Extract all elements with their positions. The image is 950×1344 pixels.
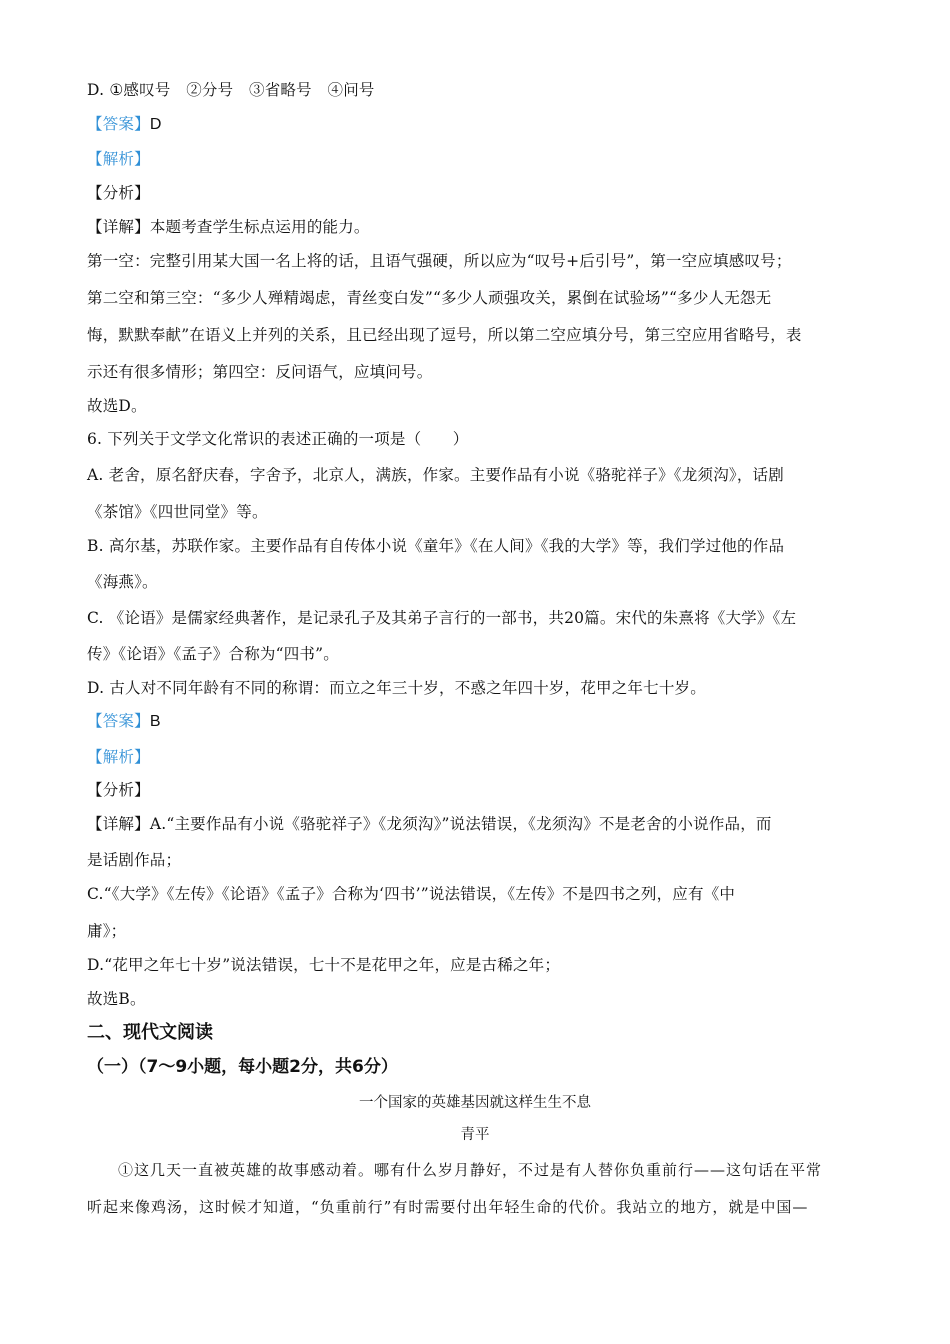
q5-option-d: D. ①感叹号 ②分号 ③省略号 ④问号 bbox=[87, 81, 375, 99]
answer-value: D bbox=[149, 116, 162, 133]
q6-option-line: B. 高尔基，苏联作家。主要作品有自传体小说《童年》《在人间》《我的大学》等，我们学过他的作品 bbox=[87, 537, 785, 555]
answer-value: B bbox=[149, 713, 161, 730]
q6-option-line: C. 《论语》是儒家经典著作，是记录孔子及其弟子言行的一部书，共20篇。宋代的朱熹将《大学》《左 bbox=[87, 609, 797, 627]
article-paragraph-line: 听起来像鸡汤，这时候才知道，“负重前行”有时需要付出年轻生命的代价。我站立的地方，就是中国— bbox=[87, 1198, 809, 1216]
q5-analysis-sub: 【分析】 bbox=[87, 184, 150, 202]
q6-answer bbox=[87, 710, 867, 733]
detail-tag: 【详解】 bbox=[87, 815, 150, 833]
q6-option-line: 传》《论语》《孟子》合称为“四书”。 bbox=[87, 645, 339, 663]
q6-explain-line: 庸》； bbox=[87, 922, 127, 940]
q6-option-line: 《海燕》。 bbox=[87, 573, 158, 591]
article-title: 一个国家的英雄基因就这样生生不息 bbox=[359, 1095, 591, 1111]
article-author: 青平 bbox=[460, 1127, 490, 1143]
q6-explain-line: D.“花甲之年七十岁”说法错误，七十不是花甲之年，应是古稀之年； bbox=[87, 956, 561, 974]
q6-stem: 6. 下列关于文学文化常识的表述正确的一项是（ ） bbox=[87, 430, 469, 448]
q5-explain-line: 第一空：完整引用某大国一名上将的话，且语气强硬，所以应为“叹号+后引号”，第一空应填感叹号； bbox=[87, 252, 792, 270]
q5-explain-line: 第二空和第三空：“多少人殚精竭虑，青丝变白发”“多少人顽强攻关，累倒在试验场”“多少人无怨无 bbox=[87, 289, 772, 307]
answer-tag: 【答案】 bbox=[87, 115, 150, 133]
q6-option-line: A. 老舍，原名舒庆春，字舍予，北京人，满族，作家。主要作品有小说《骆驼祥子》《龙须沟》，话剧 bbox=[87, 466, 784, 484]
section-subtitle: （一）（7～9小题，每小题2分，共6分） bbox=[87, 1057, 398, 1077]
answer-tag: 【答案】 bbox=[87, 712, 150, 730]
q5-explain-line: 悔，默默奉献”在语义上并列的关系，且已经出现了逗号，所以第二空应填分号，第三空应用省略号，表 bbox=[87, 326, 802, 344]
q6-option-line: 《茶馆》《四世同堂》等。 bbox=[87, 503, 268, 521]
article-paragraph-line: ①这几天一直被英雄的故事感动着。哪有什么岁月静好，不过是有人替你负重前行——这句话在平常 bbox=[118, 1161, 823, 1179]
detail-text: 本题考查学生标点运用的能力。 bbox=[149, 218, 370, 236]
q5-detail bbox=[87, 216, 867, 238]
q5-answer bbox=[87, 113, 867, 136]
q5-analysis-tag: 【解析】 bbox=[87, 150, 150, 168]
q6-explain-line: C.“《大学》《左传》《论语》《孟子》合称为‘四书’”说法错误，《左传》不是四书之列，应有《中 bbox=[87, 885, 736, 903]
q6-option-line: D. 古人对不同年龄有不同的称谓：而立之年三十岁，不惑之年四十岁，花甲之年七十岁。 bbox=[87, 679, 706, 697]
section-title: 二、现代文阅读 bbox=[87, 1022, 213, 1043]
q6-analysis-sub: 【分析】 bbox=[87, 781, 150, 799]
q6-detail bbox=[87, 813, 867, 835]
q6-analysis-tag: 【解析】 bbox=[87, 748, 150, 766]
q5-conclusion: 故选D。 bbox=[87, 397, 147, 415]
q5-explain-line: 示还有很多情形；第四空：反问语气，应填问号。 bbox=[87, 363, 433, 381]
detail-tag: 【详解】 bbox=[87, 218, 150, 236]
q6-explain-line: 是话剧作品； bbox=[87, 851, 182, 869]
detail-text: A.“主要作品有小说《骆驼祥子》《龙须沟》”说法错误，《龙须沟》不是老舍的小说作品，而 bbox=[149, 815, 772, 833]
q6-conclusion: 故选B。 bbox=[87, 990, 146, 1008]
